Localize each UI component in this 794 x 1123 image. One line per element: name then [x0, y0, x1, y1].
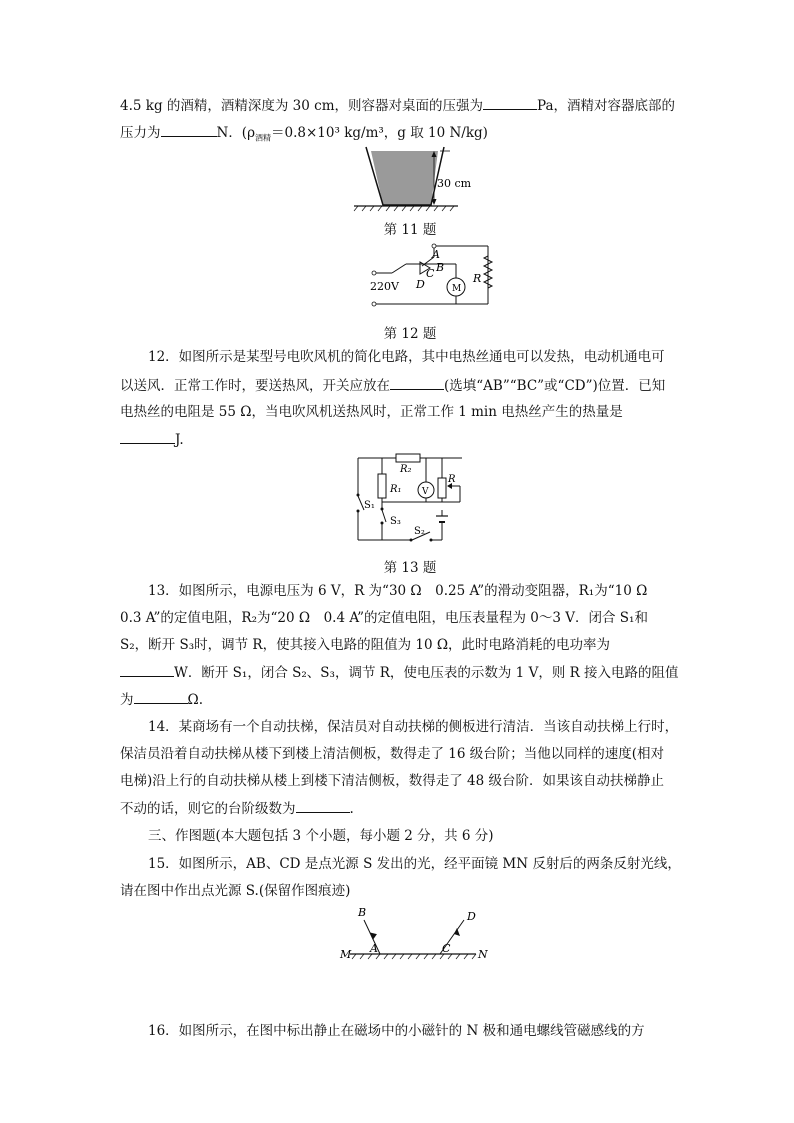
- q12-line4: [120, 429, 184, 450]
- battery: [436, 516, 448, 522]
- q11-text-c: 压力为: [120, 125, 161, 141]
- label-D: D: [467, 910, 476, 923]
- q11-text-d: N．(ρ: [216, 125, 256, 141]
- resistor-R1: [378, 474, 386, 498]
- q13-text-a: W．断开 S₁，闭合 S₂、S₃，调节 R，使电压表的示数为 1 V，则 R 接入电路的阻值: [174, 665, 679, 681]
- answer-blank[interactable]: [134, 689, 188, 704]
- q12-line2: [120, 375, 665, 396]
- answer-blank[interactable]: [120, 662, 174, 677]
- label-S3: S₃: [390, 516, 401, 527]
- q14-line2: 保洁员沿着自动扶梯从楼下到楼上清洁侧板，数得走了 16 级台阶；当他以同样的速度(相对: [120, 746, 665, 762]
- label-R: R: [448, 474, 456, 485]
- q13-line5: [120, 689, 203, 710]
- answer-blank[interactable]: [390, 375, 444, 390]
- depth-label: 30 cm: [437, 177, 472, 190]
- label-A: A: [370, 942, 378, 955]
- answer-blank[interactable]: [161, 122, 217, 137]
- q13-circuit-figure: [352, 452, 472, 546]
- q15-mirror-figure: [336, 902, 486, 964]
- q11-text-a: 4.5 kg 的酒精，酒精深度为 30 cm，则容器对桌面的压强为: [120, 98, 483, 114]
- label-S1: S₁: [364, 500, 375, 511]
- q11-sub: 酒精: [255, 133, 272, 143]
- resistor-R2: [396, 454, 420, 462]
- label-B: B: [436, 261, 445, 274]
- q16-line1: 16．如图所示，在图中标出静止在磁场中的小磁针的 N 极和通电螺线管磁感线的方: [148, 1023, 645, 1039]
- answer-blank[interactable]: [483, 95, 537, 110]
- q13-caption: 第 13 题: [383, 560, 437, 576]
- section-heading: 三、作图题(本大题包括 3 个小题，每小题 2 分，共 6 分): [148, 828, 494, 844]
- q12-text-a: 以送风．正常工作时，要送热风，开关应放在: [120, 378, 390, 394]
- answer-blank[interactable]: [296, 798, 350, 813]
- motor-label: M: [452, 284, 462, 294]
- label-R1: R₁: [390, 484, 402, 495]
- q14-line3: 电梯)沿上行的自动扶梯从楼上到楼下清洁侧板，数得走了 48 级台阶．如果该自动扶梯静止: [120, 773, 665, 789]
- q14-line4: [120, 798, 354, 819]
- q15-line2: 请在图中作出点光源 S.(保留作图痕迹): [120, 883, 351, 899]
- q12-circuit-figure: [366, 240, 501, 308]
- voltage-label: 220V: [370, 280, 399, 293]
- rheostat-R: [438, 478, 446, 498]
- table-hatching: [354, 206, 454, 211]
- label-R: R: [473, 272, 482, 285]
- q13-line3: S₂，断开 S₃时，调节 R，使其接入电路的阻值为 10 Ω，此时电路消耗的电功率为: [120, 637, 611, 653]
- q11-line1: [120, 95, 675, 116]
- q14-line1: 14．某商场有一个自动扶梯，保洁员对自动扶梯的侧板进行清洁．当该自动扶梯上行时，: [148, 719, 679, 735]
- label-C: C: [442, 942, 451, 955]
- label-S2: S₂: [414, 526, 425, 537]
- q11-text-e: ＝0.8×10³ kg/m³，g 取 10 N/kg): [271, 125, 488, 141]
- q13-text-b: 为: [120, 692, 134, 708]
- label-D: D: [416, 278, 425, 291]
- q12-text-c: J.: [175, 432, 184, 448]
- q13-line4: [120, 662, 679, 683]
- q15-line1: 15．如图所示，AB、CD 是点光源 S 发出的光，经平面镜 MN 反射后的两条反射光线，: [148, 856, 681, 872]
- voltmeter-label: V: [422, 487, 429, 497]
- q11-container-figure: [350, 145, 470, 213]
- q14-text-a: 不动的话，则它的台阶级数为: [120, 801, 296, 817]
- label-N: N: [478, 948, 488, 961]
- q12-caption: 第 12 题: [383, 326, 437, 342]
- q13-line2: 0.3 A”的定值电阻，R₂为“20 Ω 0.4 A”的定值电阻，电压表量程为 0～3 V．闭合 S₁和: [120, 610, 648, 626]
- q12-text-b: (选填“AB”“BC”或“CD”)位置．已知: [444, 378, 666, 394]
- q14-text-b: .: [349, 801, 354, 817]
- q11-caption: 第 11 题: [383, 222, 437, 238]
- q13-text-c: Ω.: [187, 692, 203, 708]
- label-M: M: [340, 948, 352, 961]
- q11-text-b: Pa，酒精对容器底部的: [537, 98, 676, 114]
- q12-line1: 12．如图所示是某型号电吹风机的简化电路，其中电热丝通电可以发热，电动机通电可: [148, 349, 665, 365]
- answer-blank[interactable]: [120, 429, 175, 444]
- label-R2: R₂: [400, 464, 412, 475]
- label-A: A: [432, 248, 440, 261]
- q13-line1: 13．如图所示，电源电压为 6 V，R 为“30 Ω 0.25 A”的滑动变阻器，R₁为“10 Ω: [148, 583, 648, 599]
- label-C: C: [426, 267, 435, 280]
- label-B: B: [358, 906, 367, 919]
- q12-line3: 电热丝的电阻是 55 Ω，当电吹风机送热风时，正常工作 1 min 电热丝产生的热量是: [120, 404, 623, 420]
